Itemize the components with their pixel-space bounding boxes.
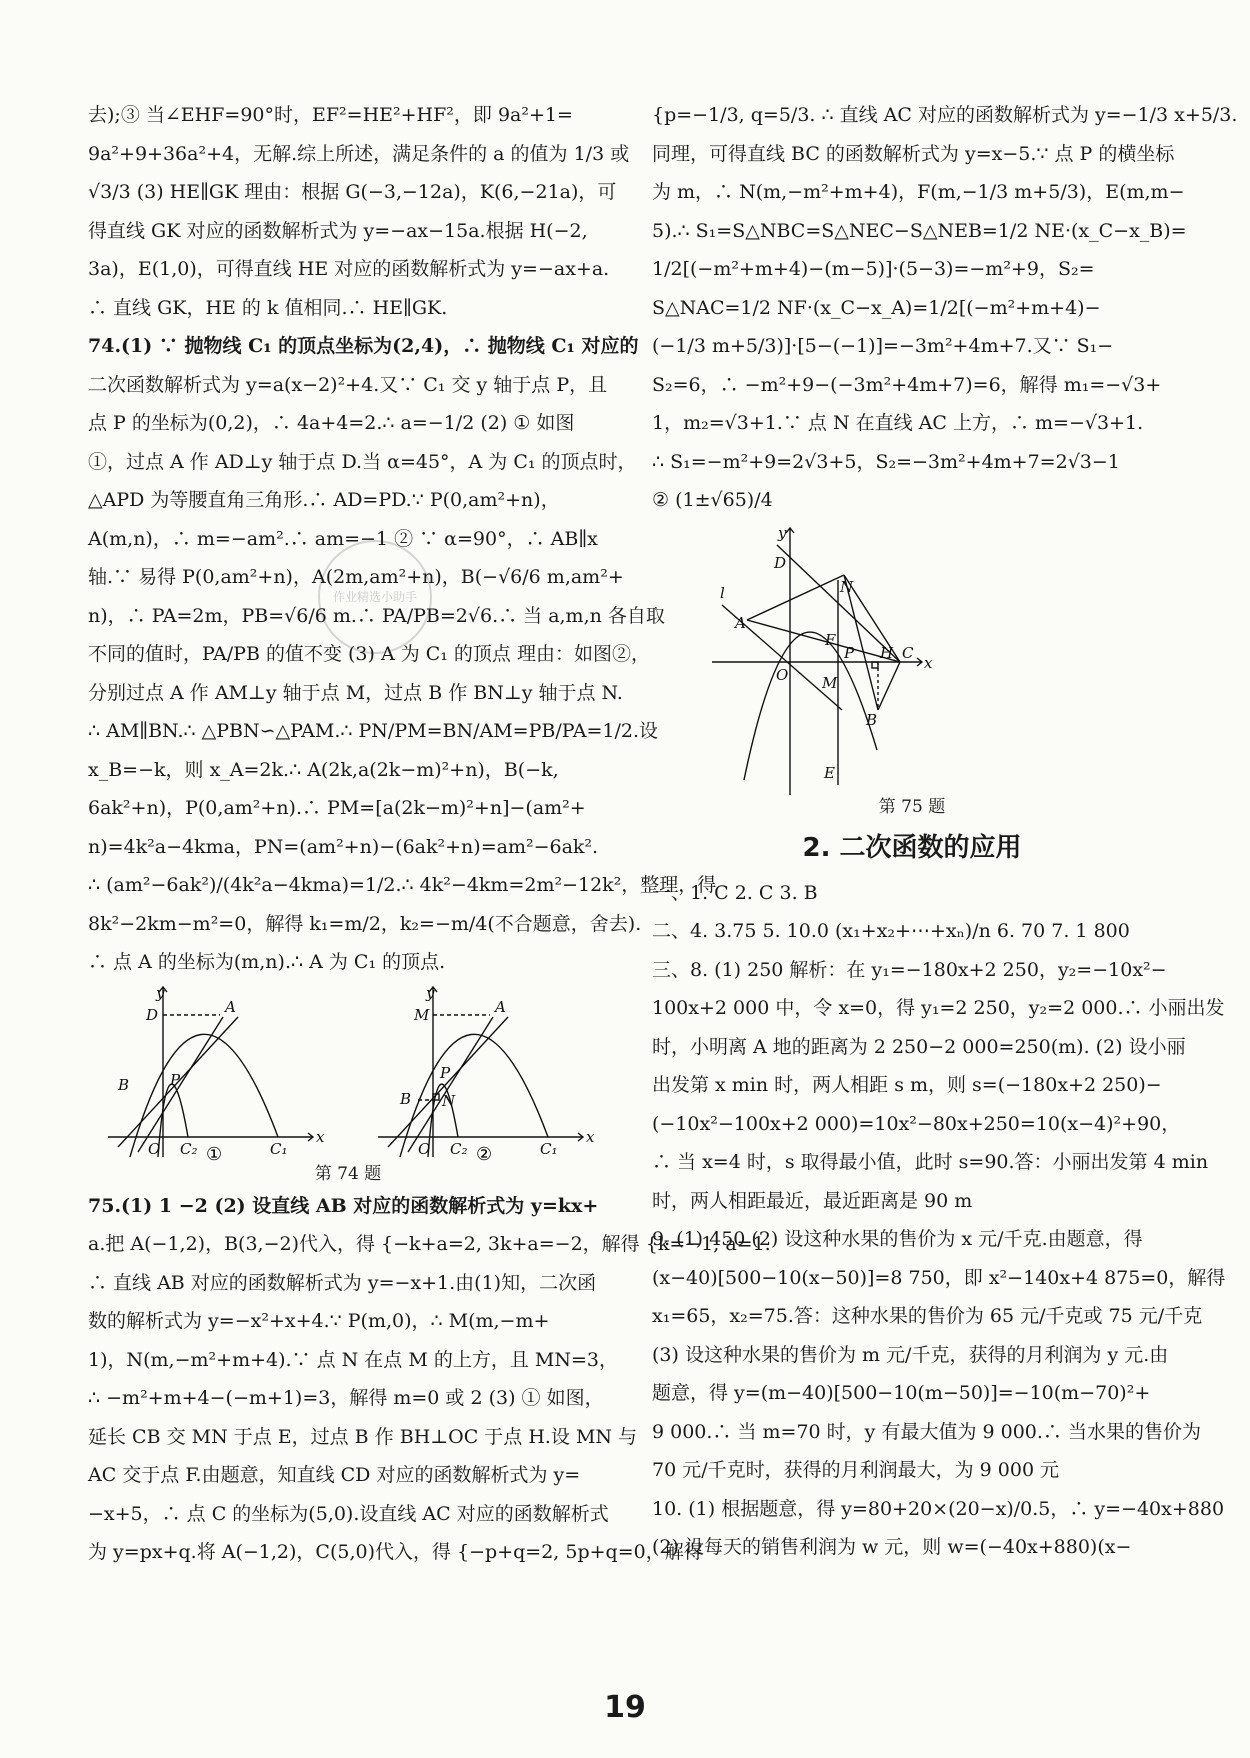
fig74-2-label-c2: C₂: [450, 1139, 468, 1158]
text-line: {p=−1/3, q=5/3. ∴ 直线 AC 对应的函数解析式为 y=−1/3 x+5/3.: [652, 104, 1238, 126]
fig74-2-label-p: P: [440, 1063, 451, 1082]
text-line: 8k²−2km−m²=0，解得 k₁=m/2，k₂=−m/4(不合题意，舍去).: [88, 912, 642, 935]
fig74-sub-2: ②: [476, 1143, 493, 1165]
fig74-1-label-c1: C₁: [270, 1139, 288, 1158]
fig75-label-e: E: [824, 763, 835, 782]
fig75-label-f: F: [825, 630, 836, 649]
text-line: −x+5，∴ 点 C 的坐标为(5,0).设直线 AC 对应的函数解析式: [88, 1502, 609, 1525]
fig75-label-l: l: [720, 583, 725, 602]
text-line: 去);③ 当∠EHF=90°时，EF²=HE²+HF²，即 9a²+1=: [88, 104, 573, 126]
answer-line: 三、8. (1) 250 解析：在 y₁=−180x+2 250，y₂=−10x²−: [652, 958, 1167, 981]
text-line: 得直线 GK 对应的函数解析式为 y=−ax−15a.根据 H(−2,: [88, 219, 588, 242]
fig74-1-label-d: D: [146, 1005, 159, 1024]
fig75-label-o: O: [776, 665, 789, 684]
section-title: 2. 二次函数的应用: [802, 832, 1022, 863]
problem-75-start: 75.(1) 1 −2 (2) 设直线 AB 对应的函数解析式为 y=kx+: [88, 1194, 599, 1217]
text-line: 分别过点 A 作 AM⊥y 轴于点 M，过点 B 作 BN⊥y 轴于点 N.: [88, 681, 623, 704]
left-text-block-2: [88, 1187, 771, 1572]
answer-line: (2) 设每天的销售利润为 w 元，则 w=(−40x+880)(x−: [652, 1536, 1132, 1558]
problem-74-start: 74.(1) ∵ 抛物线 C₁ 的顶点坐标为(2,4)，∴ 抛物线 C₁ 对应的: [88, 335, 639, 357]
fig74-1-label-o: O: [148, 1139, 161, 1158]
text-line: 延长 CB 交 MN 于点 E，过点 B 作 BH⊥OC 于点 H.设 MN 与: [88, 1425, 638, 1448]
answer-line: 题意，得 y=(m−40)[500−10(m−50)]=−10(m−70)²+: [652, 1382, 1151, 1404]
fig74-sub-1: ①: [206, 1143, 223, 1165]
answer-line: ∴ 当 x=4 时，s 取得最小值，此时 s=90.答：小丽出发第 4 min: [652, 1151, 1209, 1173]
text-line: 为 m，∴ N(m,−m²+m+4)，F(m,−1/3 m+5/3)，E(m,m−: [652, 181, 1185, 203]
answer-line: (−10x²−100x+2 000)=10x²−80x+250=10(x−4)²+90，: [652, 1112, 1181, 1135]
right-text-block: [652, 96, 1238, 520]
text-line: 轴.∵ 易得 P(0,am²+n)，A(2m,am²+n)，B(−√6/6 m,am²+: [88, 566, 624, 588]
figure-74-diagram-2: [378, 987, 583, 1157]
answer-line: 100x+2 000 中，令 x=0，得 y₁=2 250，y₂=2 000.∴ 小丽出发: [652, 997, 1225, 1019]
fig74-2-label-c1: C₁: [540, 1139, 558, 1158]
text-line: S△NAC=1/2 NF·(x_C−x_A)=1/2[(−m²+m+4)−: [652, 296, 1101, 319]
figure-74-diagram-1: [108, 987, 313, 1157]
fig75-label-b: B: [866, 710, 878, 729]
text-line: 1)，N(m,−m²+m+4).∵ 点 N 在点 M 的上方，且 MN=3，: [88, 1348, 618, 1371]
fig74-1-label-y: y: [156, 983, 165, 1002]
text-line: ② (1±√65)/4: [652, 489, 773, 511]
figure-74-diagrams: [88, 982, 608, 1165]
text-line: x_B=−k，则 x_A=2k.∴ A(2k,a(2k−m)²+n)，B(−k,: [88, 758, 559, 781]
text-line: 同理，可得直线 BC 的函数解析式为 y=x−5.∵ 点 P 的横坐标: [652, 142, 1175, 165]
answers-block: [652, 874, 1226, 1567]
page-number: 19: [604, 1690, 646, 1725]
figure-74: [88, 982, 608, 1187]
fig75-label-n: N: [840, 577, 854, 596]
text-line: ∴ 直线 AB 对应的函数解析式为 y=−x+1.由(1)知，二次函: [88, 1271, 597, 1294]
fig75-label-x: x: [924, 653, 933, 672]
fig75-label-a: A: [735, 613, 746, 632]
text-line: a.把 A(−1,2)，B(3,−2)代入，得 {−k+a=2, 3k+a=−2，解得 {k=−1, a=1.: [88, 1233, 771, 1255]
text-line: √3/3 (3) HE∥GK 理由：根据 G(−3,−12a)，K(6,−21a)，可: [88, 181, 617, 203]
text-line: ①，过点 A 作 AD⊥y 轴于点 D.当 α=45°，A 为 C₁ 的顶点时，: [88, 450, 637, 473]
text-line: 1，m₂=√3+1.∵ 点 N 在直线 AC 上方，∴ m=−√3+1.: [652, 412, 1144, 434]
text-line: 1/2[(−m²+m+4)−(m−5)]·(5−3)=−m²+9，S₂=: [652, 258, 1095, 280]
answer-line: 9 000.∴ 当 m=70 时，y 有最大值为 9 000.∴ 当水果的售价为: [652, 1420, 1201, 1443]
figure-75: [652, 520, 1172, 820]
text-line: AC 交于点 F.由题意，知直线 CD 对应的函数解析式为 y=: [88, 1464, 581, 1486]
answer-line: 9. (1) 450 (2) 设这种水果的售价为 x 元/千克.由题意，得: [652, 1228, 1143, 1250]
text-line: △APD 为等腰直角三角形.∴ AD=PD.∵ P(0,am²+n)，: [88, 489, 560, 511]
fig74-2-label-y: y: [426, 983, 435, 1002]
figure-75-caption: 第 75 题: [878, 796, 946, 817]
fig74-2-label-o: O: [418, 1139, 431, 1158]
text-line: A(m,n)，∴ m=−am².∴ am=−1 ② ∵ α=90°，∴ AB∥x: [88, 527, 598, 550]
text-line: ∴ (am²−6ak²)/(4k²a−4kma)=1/2.∴ 4k²−4km=2m²−12k²，整理，得: [88, 874, 717, 896]
text-line: 二次函数解析式为 y=a(x−2)²+4.又∵ C₁ 交 y 轴于点 P，且: [88, 373, 608, 396]
text-line: ∴ AM∥BN.∴ △PBN∽△PAM.∴ PN/PM=BN/AM=PB/PA=1/2.设: [88, 720, 659, 742]
text-line: 点 P 的坐标为(0,2)，∴ 4a+4=2.∴ a=−1/2 (2) ① 如图: [88, 412, 575, 434]
answer-line: 一、1. C 2. C 3. B: [652, 881, 818, 904]
fig74-2-label-n: N: [442, 1091, 456, 1110]
watermark-stamp: 作业精选小助手: [318, 540, 432, 654]
text-line: 6ak²+n)，P(0,am²+n).∴ PM=[a(2k−m)²+n]−(am²+: [88, 797, 586, 819]
text-line: 9a²+9+36a²+4，无解.综上所述，满足条件的 a 的值为 1/3 或: [88, 142, 630, 165]
text-line: S₂=6，∴ −m²+9−(−3m²+4m+7)=6，解得 m₁=−√3+: [652, 373, 1162, 396]
figure-75-diagram: [652, 520, 1172, 795]
text-line: 3a)，E(1,0)，可得直线 HE 对应的函数解析式为 y=−ax+a.: [88, 258, 610, 280]
fig74-1-label-x: x: [316, 1127, 325, 1146]
fig74-1-label-a: A: [225, 997, 236, 1016]
text-line: 不同的值时，PA/PB 的值不变 (3) A 为 C₁ 的顶点 理由：如图②，: [88, 643, 650, 665]
text-line: ∴ S₁=−m²+9=2√3+5，S₂=−3m²+4m+7=2√3−1: [652, 450, 1120, 473]
right-column: [652, 96, 1238, 1567]
text-line: ∴ −m²+m+4−(−m+1)=3，解得 m=0 或 2 (3) ① 如图，: [88, 1387, 604, 1409]
answer-line: (3) 设这种水果的售价为 m 元/千克，获得的月利润为 y 元.由: [652, 1343, 1169, 1366]
answer-line: 时，小明离 A 地的距离为 2 250−2 000=250(m). (2) 设小丽: [652, 1035, 1186, 1058]
text-line: n)，∴ PA=2m，PB=√6/6 m.∴ PA/PB=2√6.∴ 当 a,m,n 各自取: [88, 604, 665, 627]
answer-line: 时，两人相距最近，最近距离是 90 m: [652, 1189, 973, 1212]
fig74-2-label-a: A: [495, 997, 506, 1016]
fig74-1-label-c2: C₂: [180, 1139, 198, 1158]
answer-line: 70 元/千克时，获得的月利润最大，为 9 000 元: [652, 1459, 1060, 1481]
text-line: 为 y=px+q.将 A(−1,2)，C(5,0)代入，得 {−p+q=2, 5p+q=0，解得: [88, 1541, 703, 1563]
fig75-label-y: y: [778, 523, 787, 542]
figure-74-caption: 第 74 题: [314, 1163, 382, 1184]
fig75-label-d: D: [774, 553, 787, 572]
fig74-1-label-b: B: [118, 1075, 130, 1094]
answer-line: 出发第 x min 时，两人相距 s m，则 s=(−180x+2 250)−: [652, 1074, 1162, 1096]
text-line: n)=4k²a−4kma，PN=(am²+n)−(6ak²+n)=am²−6ak².: [88, 835, 599, 858]
fig75-label-p: P: [844, 643, 855, 662]
text-line: ∴ 直线 GK，HE 的 k 值相同.∴ HE∥GK.: [88, 296, 448, 319]
fig74-2-label-b: B: [400, 1089, 412, 1108]
answer-line: 二、4. 3.75 5. 10.0 (x₁+x₂+⋯+xₙ)/n 6. 70 7. 1 800: [652, 920, 1130, 942]
text-line: 5).∴ S₁=S△NBC=S△NEC−S△NEB=1/2 NE·(x_C−x_B)=: [652, 219, 1187, 242]
fig75-label-m: M: [822, 673, 838, 692]
fig74-2-label-x: x: [586, 1127, 595, 1146]
fig75-label-c: C: [902, 643, 914, 662]
answer-line: (x−40)[500−10(x−50)]=8 750，即 x²−140x+4 875=0，解得: [652, 1266, 1226, 1289]
fig74-1-label-p: P: [170, 1070, 181, 1089]
answer-line: 10. (1) 根据题意，得 y=80+20×(20−x)/0.5，∴ y=−40x+880: [652, 1497, 1225, 1520]
text-line: (−1/3 m+5/3)]·[5−(−1)]=−3m²+4m+7.又∵ S₁−: [652, 335, 1114, 357]
answer-line: x₁=65，x₂=75.答：这种水果的售价为 65 元/千克或 75 元/千克: [652, 1305, 1203, 1327]
text-line: 数的解析式为 y=−x²+x+4.∵ P(m,0)，∴ M(m,−m+: [88, 1310, 550, 1332]
fig74-2-label-m: M: [414, 1005, 430, 1024]
text-line: ∴ 点 A 的坐标为(m,n).∴ A 为 C₁ 的顶点.: [88, 951, 446, 973]
fig75-label-h: H: [880, 643, 894, 662]
